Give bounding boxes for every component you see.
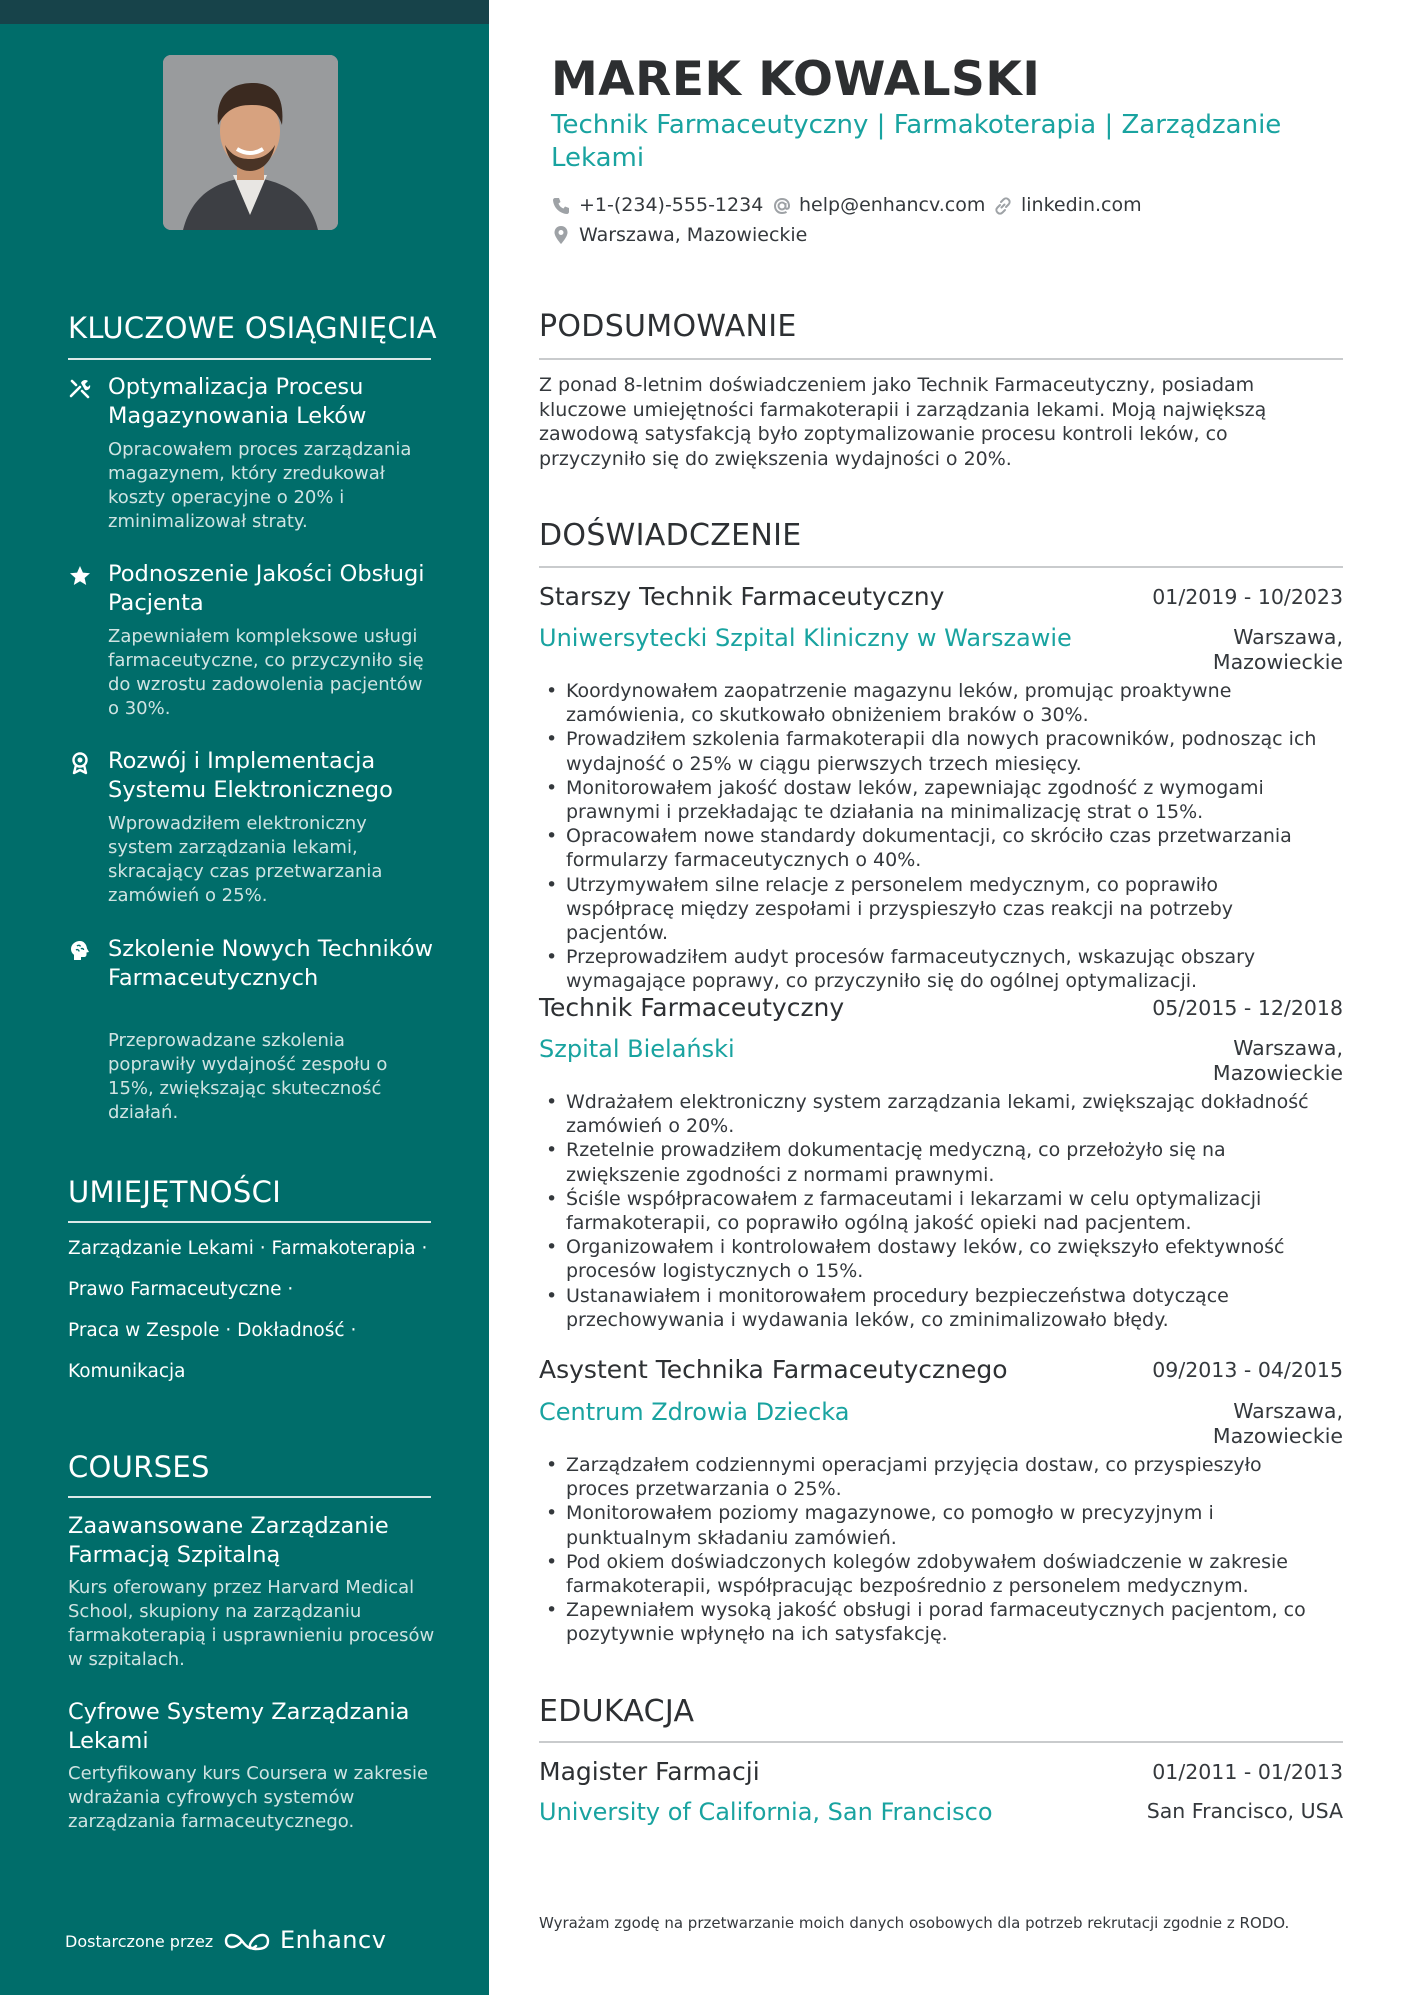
job-company: Szpital Bielański [539, 1035, 735, 1063]
skill-line: Prawo Farmaceutyczne · [68, 1279, 294, 1300]
achievements-divider [68, 358, 431, 360]
job-location-region: Mazowieckie [1212, 650, 1343, 674]
job-bullets [566, 679, 1326, 994]
location-text: Warszawa, Mazowieckie [579, 224, 808, 246]
phone-icon [551, 196, 571, 216]
achievement-desc: Przeprowadzane szkolenia poprawiły wydajność zespołu o 15%, zwiększając skuteczność działań. [108, 1030, 388, 1123]
phone-text[interactable]: +1-(234)-555-1234 [579, 194, 764, 216]
skills-title: UMIEJĘTNOŚCI [68, 1175, 282, 1209]
candidate-headline: Technik Farmaceutyczny | Farmakoterapia | Zarządzanie Lekami [551, 110, 1282, 173]
job-location [1143, 1399, 1343, 1449]
job-dates: 05/2015 - 12/2018 [1152, 996, 1343, 1020]
education-degree: Magister Farmacji [539, 1757, 760, 1786]
education-divider [539, 1741, 1343, 1743]
job-location [1143, 625, 1343, 675]
linkedin-text[interactable]: linkedin.com [1021, 194, 1142, 216]
achievement-desc: Opracowałem proces zarządzania magazynem, który zredukował koszty operacyjne o 20% i zminimalizował straty. [108, 439, 412, 532]
job-bullet: • Zarządzałem codziennymi operacjami przyjęcia dostaw, co przyspieszyło proces przetwarzania o 25%. [566, 1453, 1326, 1501]
enhancv-logo-icon [222, 1924, 272, 1958]
location-pin-icon [551, 225, 571, 245]
enhancv-brand: Enhancv [280, 1926, 387, 1954]
job-bullets [566, 1090, 1326, 1332]
achievement-item [68, 560, 448, 730]
gdpr-consent: Wyrażam zgodę na przetwarzanie moich danych osobowych dla potrzeb rekrutacji zgodnie z RODO. [539, 1914, 1290, 1932]
experience-title: DOŚWIADCZENIE [539, 518, 802, 553]
job-company: Centrum Zdrowia Dziecka [539, 1398, 850, 1426]
course-title: Zaawansowane Zarządzanie Farmacją Szpitalną [68, 1513, 389, 1568]
job-location-city: Warszawa, [1233, 625, 1343, 649]
education-location: San Francisco, USA [1146, 1799, 1343, 1823]
education-dates: 01/2011 - 01/2013 [1152, 1760, 1343, 1784]
job-bullet: • Pod okiem doświadczonych kolegów zdobywałem doświadczenie w zakresie farmakoterapii, współpracując bezpośrednio z personelem medycznym. [566, 1550, 1326, 1598]
summary-divider [539, 358, 1343, 360]
job-bullet: • Koordynowałem zaopatrzenie magazynu leków, promując proaktywne zamówienia, co skutkowało obniżeniem braków o 30%. [566, 679, 1326, 727]
courses-divider [68, 1496, 431, 1498]
experience-divider [539, 566, 1343, 568]
achievements-title: KLUCZOWE OSIĄGNIĘCIA [68, 311, 437, 345]
job-dates: 09/2013 - 04/2015 [1152, 1358, 1343, 1382]
job-bullet: • Rzetelnie prowadziłem dokumentację medyczną, co przełożyło się na zwiększenie zgodności z normami prawnymi. [566, 1138, 1326, 1186]
job-bullet: • Zapewniałem wysoką jakość obsługi i porad farmaceutycznych pacjentom, co pozytywnie wpłynęło na ich satysfakcję. [566, 1598, 1326, 1646]
at-icon [772, 196, 792, 216]
courses-title: COURSES [68, 1450, 210, 1484]
job-location-region: Mazowieckie [1212, 1061, 1343, 1085]
achievement-title: Rozwój i Implementacja Systemu Elektronicznego [108, 748, 393, 803]
job-bullet: • Organizowałem i kontrolowałem dostawy leków, co zwiększyło efektywność procesów logistycznych o 15%. [566, 1235, 1326, 1283]
summary-text: Z ponad 8-letnim doświadczeniem jako Technik Farmaceutyczny, posiadam kluczowe umiejętności farmakoterapii i zarządzania lekami. Moją największą zawodową satysfakcją było zoptymalizowanie procesu kontroli leków, co przyczyniło się do zwiększenia wydajności o 20%. [539, 374, 1267, 470]
skill-line: Komunikacja [68, 1361, 186, 1382]
achievement-title: Szkolenie Nowych Techników Farmaceutycznych [108, 936, 434, 991]
achievement-item [68, 373, 448, 543]
education-title: EDUKACJA [539, 1694, 695, 1729]
job-location [1143, 1036, 1343, 1086]
job-title: Technik Farmaceutyczny [539, 993, 845, 1022]
powered-by-label: Dostarczone przez [65, 1932, 214, 1951]
tools-icon [68, 377, 92, 401]
job-dates: 01/2019 - 10/2023 [1152, 585, 1343, 609]
link-icon [993, 196, 1013, 216]
job-bullet: • Monitorowałem poziomy magazynowe, co pomogło w precyzyjnym i punktualnym składaniu zamówień. [566, 1501, 1326, 1549]
skill-line: Zarządzanie Lekami · Farmakoterapia · [68, 1238, 428, 1259]
star-icon [68, 564, 92, 588]
job-title: Starszy Technik Farmaceutyczny [539, 582, 945, 611]
job-bullet: • Ustanawiałem i monitorowałem procedury bezpieczeństwa dotyczące przechowywania i wydawania leków, co zminimalizowało błędy. [566, 1284, 1326, 1332]
job-bullet: • Opracowałem nowe standardy dokumentacji, co skróciło czas przetwarzania formularzy farmaceutycznych o 40%. [566, 824, 1326, 872]
job-bullet: • Przeprowadziłem audyt procesów farmaceutycznych, wskazując obszary wymagające poprawy, co przyczyniło się do ogólnej optymalizacji. [566, 945, 1326, 993]
job-bullet: • Wdrażałem elektroniczny system zarządzania lekami, zwiększając dokładność zamówień o 20%. [566, 1090, 1326, 1138]
education-school: University of California, San Francisco [539, 1798, 993, 1826]
job-location-city: Warszawa, [1233, 1399, 1343, 1423]
achievement-title: Optymalizacja Procesu Magazynowania Leków [108, 374, 367, 429]
profile-photo [163, 55, 338, 230]
skill-line: Praca w Zespole · Dokładność · [68, 1320, 357, 1341]
skills-divider [68, 1221, 431, 1223]
job-bullet: • Prowadziłem szkolenia farmakoterapii dla nowych pracowników, podnosząc ich wydajność o 25% w ciągu pierwszych trzech miesięcy. [566, 727, 1326, 775]
job-location-city: Warszawa, [1233, 1036, 1343, 1060]
achievement-item [68, 935, 448, 1135]
job-bullets [566, 1453, 1326, 1647]
summary-title: PODSUMOWANIE [539, 309, 797, 344]
course-title: Cyfrowe Systemy Zarządzania Lekami [68, 1699, 410, 1754]
job-location-region: Mazowieckie [1212, 1424, 1343, 1448]
candidate-name: MAREK KOWALSKI [551, 52, 1041, 107]
job-bullet: • Ściśle współpracowałem z farmaceutami i lekarzami w celu optymalizacji farmakoterapii, co poprawiło ogólną jakość opieki nad pacjentem. [566, 1187, 1326, 1235]
job-company: Uniwersytecki Szpital Kliniczny w Warszawie [539, 624, 1072, 652]
brain-icon [68, 939, 92, 963]
job-title: Asystent Technika Farmaceutycznego [539, 1355, 1008, 1384]
course-desc: Certyfikowany kurs Coursera w zakresie wdrażania cyfrowych systemów zarządzania farmaceutycznego. [68, 1763, 429, 1832]
course-desc: Kurs oferowany przez Harvard Medical School, skupiony na zarządzaniu farmakoterapią i usprawnieniu procesów w szpitalach. [68, 1577, 435, 1670]
achievement-item [68, 747, 448, 917]
award-icon [68, 751, 92, 775]
sidebar [0, 0, 489, 1995]
sidebar-top-bar [0, 0, 489, 24]
job-bullet: • Utrzymywałem silne relacje z personelem medycznym, co poprawiło współpracę między zespołami i przyspieszyło czas reakcji na potrzeby pacjentów. [566, 873, 1326, 946]
achievement-desc: Wprowadziłem elektroniczny system zarządzania lekami, skracający czas przetwarzania zamówień o 25%. [108, 813, 383, 906]
email-text[interactable]: help@enhancv.com [799, 194, 986, 216]
achievement-desc: Zapewniałem kompleksowe usługi farmaceutyczne, co przyczyniło się do wzrostu zadowolenia pacjentów o 30%. [108, 626, 424, 719]
achievement-title: Podnoszenie Jakości Obsługi Pacjenta [108, 561, 425, 616]
job-bullet: • Monitorowałem jakość dostaw leków, zapewniając zgodność z wymogami prawnymi i przekładając te działania na minimalizację strat o 15%. [566, 776, 1326, 824]
